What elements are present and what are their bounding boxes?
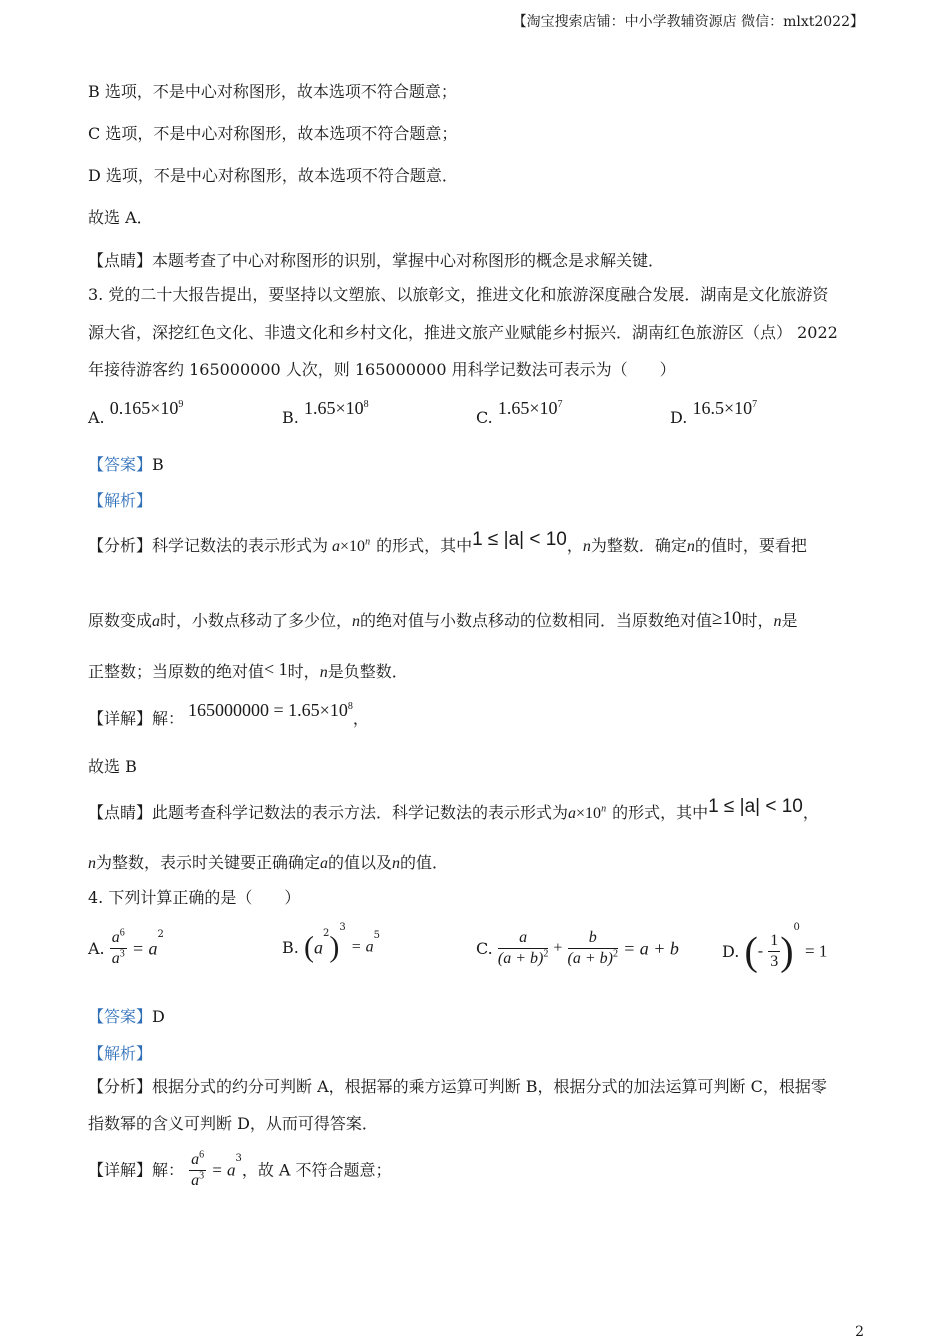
math-n: n <box>773 613 782 630</box>
q4-option-b <box>282 922 380 980</box>
den-exp: 2 <box>543 948 549 960</box>
detail-tag: 【详解】 <box>88 1160 153 1180</box>
base: a <box>313 937 323 958</box>
text: 此题考查科学记数法的表示方法．科学记数法的表示形式为 <box>152 803 569 822</box>
math-times10: ×10 <box>576 805 602 822</box>
text: 是 <box>781 611 798 630</box>
equation-exponent: 8 <box>347 701 353 712</box>
num-exp: 6 <box>119 927 125 939</box>
remark-text: 本题考查了中心对称图形的识别，掌握中心对称图形的概念是求解关键． <box>152 251 665 270</box>
math-ge10: ≥10 <box>712 608 742 629</box>
q3-fenxi-line1 <box>88 529 807 557</box>
fenxi-tag: 【分析】 <box>88 1077 153 1096</box>
num-base: a <box>111 929 120 946</box>
text: 的值时，要看把 <box>694 536 807 555</box>
option-mantissa: 1.65 <box>497 398 530 418</box>
numerator: b <box>568 928 618 949</box>
numerator: 1 <box>768 931 780 952</box>
q3-option-c <box>476 398 563 427</box>
inner-exp: 2 <box>322 928 330 939</box>
text: 正整数；当原数的绝对值 <box>88 662 265 681</box>
text: 原数变成 <box>88 611 153 630</box>
q3-choice: 故选 B <box>88 757 137 776</box>
q3-option-a <box>88 398 184 427</box>
text: 科学记数法的表示形式为 <box>152 536 329 555</box>
den-exp: 3 <box>199 1170 205 1182</box>
text: 的值以及 <box>328 853 393 872</box>
text: 的值． <box>400 853 449 872</box>
fraction <box>768 931 780 972</box>
answer-value: B <box>152 455 164 474</box>
math-a: a <box>332 538 341 555</box>
inequality: 1 ≤ |a| < 10 <box>708 796 803 817</box>
text: 解： <box>152 709 185 728</box>
q4-option-c <box>476 928 679 980</box>
q3-option-d <box>670 398 758 427</box>
denominator <box>498 949 548 969</box>
fraction <box>189 1150 206 1191</box>
q3-stem-line2: 源大省，深挖红色文化、非遗文化和乡村文化，推进文旅产业赋能乡村振兴．湖南红色旅游区（点） 2022 <box>88 323 838 342</box>
denominator: 3 <box>770 953 779 970</box>
text: 的绝对值与小数点移动的位数相同．当原数绝对值 <box>360 611 713 630</box>
num-exp: 6 <box>199 1149 205 1161</box>
option-mantissa: 1.65 <box>303 398 336 418</box>
q3-stem-line1: 3. 党的二十大报告提出，要坚持以文塑旅、以旅彰文，推进文化和旅游深度融合发展．湖南是文化旅游资 <box>88 285 829 304</box>
text: 为整数，表示时关键要正确确定 <box>96 853 321 872</box>
math-n: n <box>686 538 695 555</box>
denominator <box>568 949 618 969</box>
option-exponent: 8 <box>363 399 369 410</box>
denominator <box>189 1171 206 1191</box>
fenxi-tag: 【分析】 <box>88 536 153 555</box>
prev-remark <box>88 251 664 271</box>
fraction-1 <box>498 928 548 969</box>
text: 是负整数． <box>327 662 408 681</box>
option-d-explanation: D 选项，不是中心对称图形，故本选项不符合题意． <box>88 166 458 185</box>
q4-answer <box>88 1007 165 1027</box>
math-a: a <box>568 805 577 822</box>
math-n: n <box>88 855 96 872</box>
text: 时， <box>287 662 320 681</box>
text: ， <box>566 536 583 555</box>
option-mantissa: 0.165 <box>109 398 151 418</box>
plus-sign: + <box>553 939 563 957</box>
denominator <box>110 949 127 969</box>
paren-right: ) <box>780 928 794 974</box>
rhs: = a <box>131 938 158 959</box>
option-label: A. <box>88 938 105 958</box>
option-label: B. <box>282 937 299 957</box>
option-exponent: 7 <box>557 399 563 410</box>
option-c-explanation: C 选项，不是中心对称图形，故本选项不符合题意； <box>88 124 458 143</box>
minus-sign: - <box>757 942 764 960</box>
math-n: n <box>582 538 591 555</box>
den-exp: 3 <box>119 948 125 960</box>
text: 为整数．确定 <box>590 536 687 555</box>
rhs: = a <box>350 938 374 956</box>
numerator <box>189 1150 206 1171</box>
option-label: A. <box>88 408 105 427</box>
answer-tag: 【答案】 <box>88 1007 153 1026</box>
q3-option-b <box>282 398 369 427</box>
math-n: n <box>352 613 361 630</box>
q4-fenxi-line1 <box>88 1077 827 1097</box>
option-label: C. <box>476 408 493 427</box>
text: 时， <box>741 611 774 630</box>
outer-exp: 3 <box>339 922 346 933</box>
text: 时，小数点移动了多少位， <box>160 611 353 630</box>
numerator <box>110 928 127 949</box>
rhs-exp: 3 <box>235 1153 242 1164</box>
detail-tag: 【详解】 <box>88 709 153 728</box>
answer-tag: 【答案】 <box>88 455 153 474</box>
option-label: D. <box>722 941 740 961</box>
math-a: a <box>152 613 161 630</box>
option-label: D. <box>670 408 688 427</box>
den-base: a <box>191 1172 200 1189</box>
q3-answer <box>88 455 164 475</box>
q3-remark-line2 <box>88 853 448 874</box>
option-exponent: 9 <box>178 399 184 410</box>
math-lt1: < 1 <box>264 659 288 679</box>
text: 的形式，其中 <box>376 536 473 555</box>
math-a: a <box>320 855 329 872</box>
option-times: ×10 <box>529 398 558 418</box>
q4-detail <box>88 1150 392 1200</box>
option-times: ×10 <box>150 398 179 418</box>
math-n: n <box>392 855 401 872</box>
math-n: n <box>601 803 607 815</box>
page-header: 【淘宝搜索店铺：中小学教辅资源店 微信：mlxt2022】 <box>512 14 864 30</box>
q4-option-d <box>722 922 828 980</box>
q3-analysis-tag: 【解析】 <box>88 491 153 510</box>
detail-equation <box>188 700 353 720</box>
fraction <box>110 928 127 969</box>
remark-tag: 【点睛】 <box>88 251 153 270</box>
den-base: a <box>111 950 120 967</box>
den-exp: 2 <box>612 948 618 960</box>
rhs: = 1 <box>804 941 828 961</box>
exponent: 0 <box>793 922 800 933</box>
q4-analysis-tag: 【解析】 <box>88 1044 153 1063</box>
text: ， <box>352 709 369 728</box>
q3-fenxi-line3 <box>88 661 408 683</box>
page-number: 2 <box>855 1324 864 1340</box>
inequality: 1 ≤ |a| < 10 <box>472 529 567 550</box>
rhs-exp: 5 <box>373 930 380 941</box>
math-times10: ×10 <box>340 538 366 555</box>
text: ，故 A 不符合题意； <box>241 1160 392 1180</box>
option-b-explanation: B 选项，不是中心对称图形，故本选项不符合题意； <box>88 82 457 101</box>
option-label: B. <box>282 408 299 427</box>
rhs-exp: 2 <box>157 929 164 940</box>
text: 的形式，其中 <box>612 803 709 822</box>
rhs: = a + b <box>623 938 679 959</box>
fraction-2 <box>568 928 618 969</box>
option-label: C. <box>476 938 493 958</box>
text: 解： <box>152 1160 185 1180</box>
paren-right: ) <box>329 930 340 964</box>
den-base: (a + b) <box>567 950 613 967</box>
q3-remark-line1 <box>88 796 819 824</box>
numerator: a <box>498 928 548 949</box>
math-n: n <box>365 536 371 548</box>
q4-fenxi-line2: 指数幂的含义可判断 D，从而可得答案． <box>88 1114 378 1133</box>
equation-text: 165000000 = 1.65×10 <box>188 700 348 720</box>
rhs: = a <box>211 1160 236 1180</box>
option-exponent: 7 <box>752 399 758 410</box>
q4-option-a <box>88 928 164 980</box>
q3-stem-line3: 年接待游客约 165000000 人次，则 165000000 用科学记数法可表示为（ ） <box>88 360 676 379</box>
num-base: a <box>191 1151 200 1168</box>
math-n: n <box>319 664 328 681</box>
paren-left: ( <box>744 928 758 974</box>
option-mantissa: 16.5 <box>692 398 724 418</box>
den-base: (a + b) <box>497 950 544 967</box>
q3-fenxi-line2 <box>88 608 798 632</box>
q3-detail <box>88 700 369 729</box>
text: 根据分式的约分可判断 A，根据幂的乘方运算可判断 B，根据分式的加法运算可判断 C，根据零 <box>152 1077 827 1096</box>
answer-value: D <box>152 1007 165 1026</box>
option-times: ×10 <box>335 398 364 418</box>
q4-stem: 4. 下列计算正确的是（ ） <box>88 888 301 907</box>
prev-choice: 故选 A． <box>88 208 153 227</box>
option-times: ×10 <box>723 398 753 418</box>
text: ， <box>802 803 819 822</box>
paren-left: ( <box>303 930 314 964</box>
remark-tag: 【点睛】 <box>88 803 153 822</box>
